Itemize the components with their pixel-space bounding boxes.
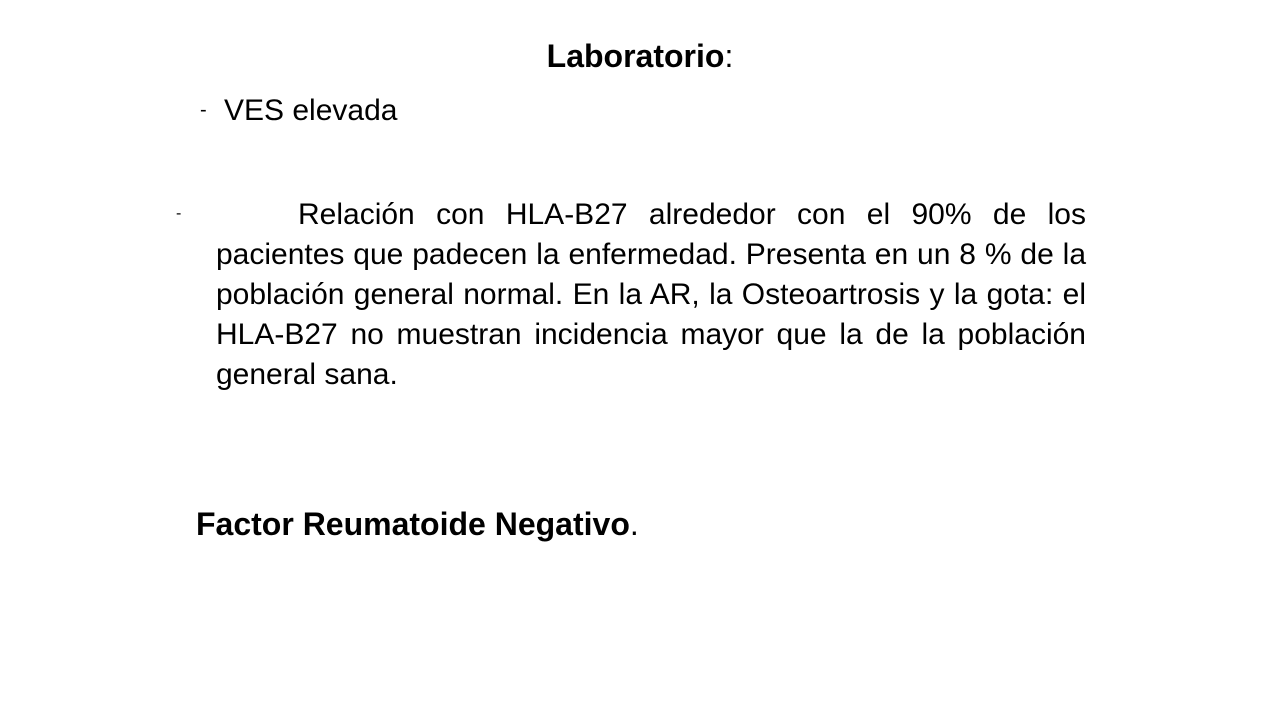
bullet-marker: - [200,99,207,121]
bullet-text: Relación con HLA-B27 alrededor con el 90% de los pacientes que padecen la enfermedad. Presenta en un 8 % de la población general normal. En la AR, la Osteoartrosis y la gota: el HLA-B27 no muestran incidencia mayor que la de la población general sana. [216,198,1086,391]
bullet-paragraph [176,194,1086,395]
slide-title [0,36,1280,76]
slide-title-label: Laboratorio [546,38,725,74]
rheumatoid-factor-suffix: . [629,506,639,542]
bullet-hla-b27 [176,194,1086,395]
bullet-marker: - [176,205,182,222]
rheumatoid-factor-label: Factor Reumatoide Negativo [196,506,630,542]
rheumatoid-factor-line [196,504,639,544]
bullet-ves [200,90,397,131]
bullet-text: VES elevada [224,94,398,127]
slide-title-suffix: : [724,38,734,74]
